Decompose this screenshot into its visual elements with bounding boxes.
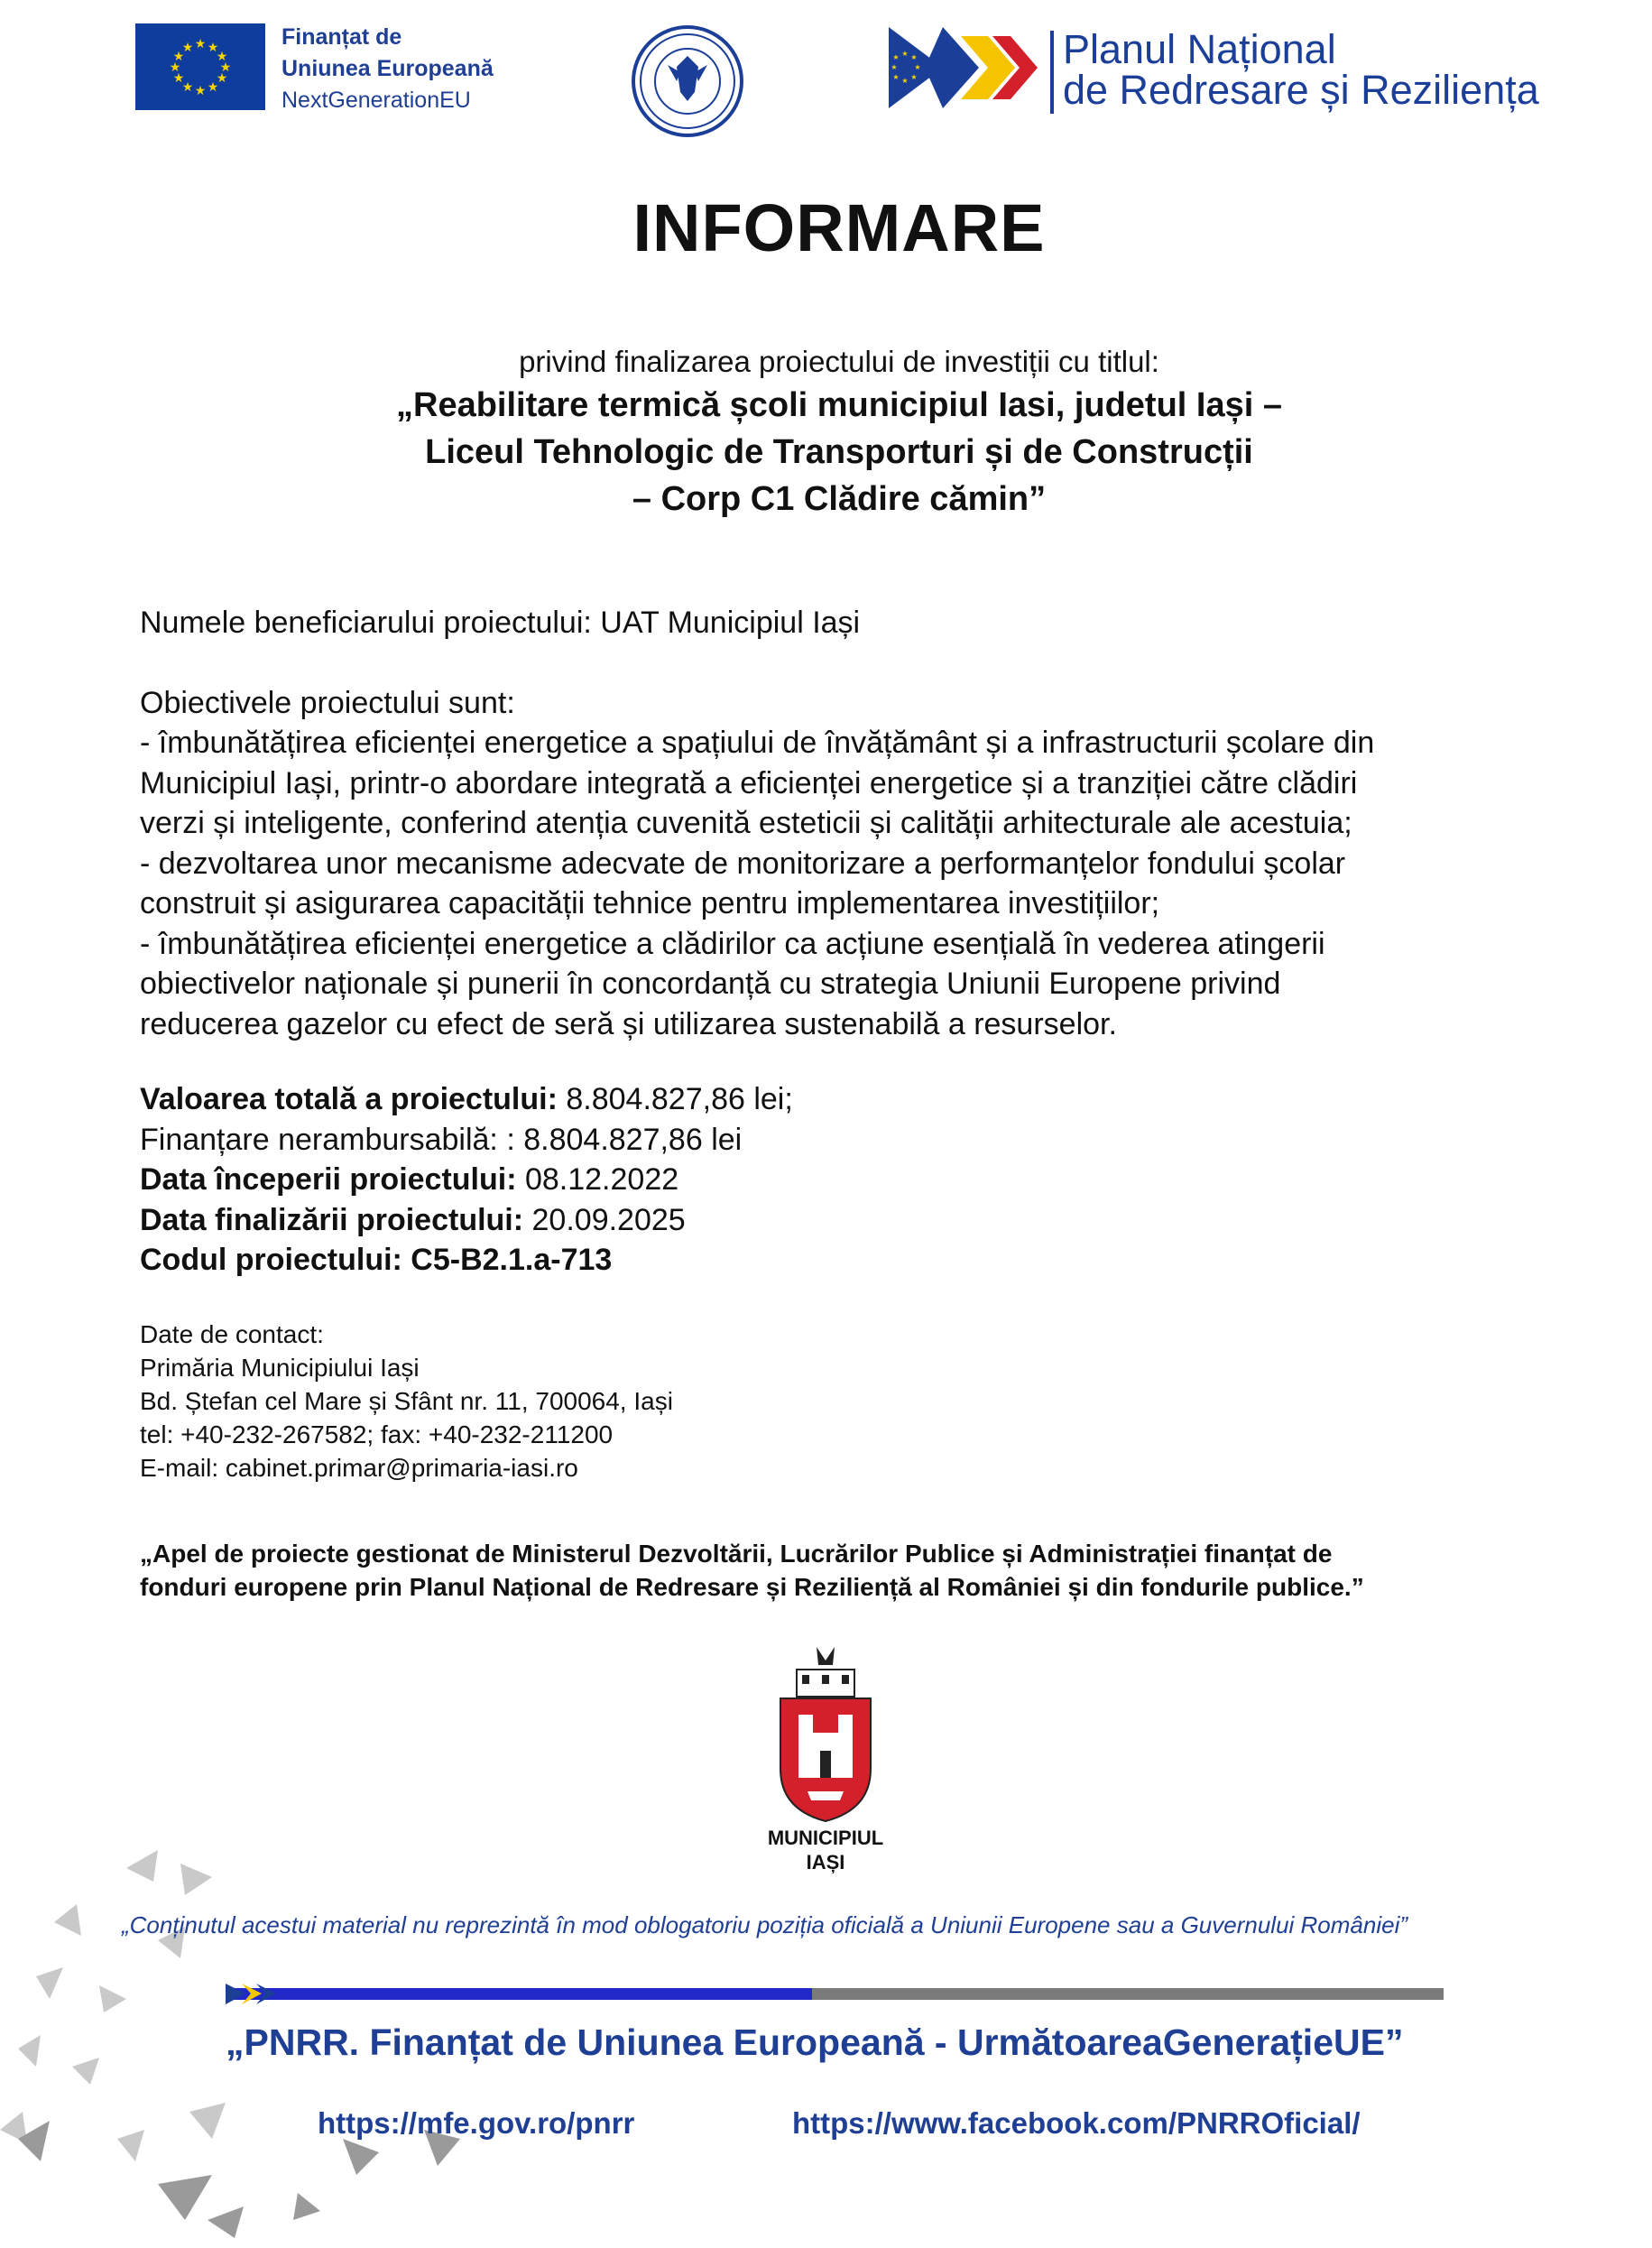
eu-line3: NextGenerationEU	[281, 88, 471, 113]
iasi-coat-of-arms-icon	[771, 1642, 880, 1823]
footer-arrow-icon	[226, 1984, 280, 2004]
svg-text:★: ★	[910, 53, 918, 61]
svg-text:★: ★	[901, 77, 909, 85]
objective-line: verzi și inteligente, conferind atenția cuvenită esteticii și calității arhitecturale ale acestuia;	[140, 806, 1352, 840]
contact-address: Bd. Ștefan cel Mare și Sfânt nr. 11, 700064, Iași	[140, 1387, 673, 1415]
contact-email: E-mail: cabinet.primar@primaria-iasi.ro	[140, 1454, 578, 1482]
pnrr-slogan: „PNRR. Finanțat de Uniunea Europeană - UrmătoareaGenerațieUE”	[226, 2021, 1404, 2063]
pnrr-divider	[1050, 31, 1054, 114]
project-code-row	[140, 1240, 793, 1281]
eu-flag-icon	[135, 23, 265, 110]
eu-line1: Finanțat de	[281, 24, 402, 50]
facebook-pnrr-link[interactable]: https://www.facebook.com/PNRROficial/	[792, 2106, 1361, 2140]
coat-label-line2: IAȘI	[806, 1851, 845, 1873]
svg-text:★: ★	[194, 84, 207, 98]
project-details	[140, 603, 1547, 1044]
svg-text:★: ★	[216, 71, 228, 86]
pnrr-line2: de Redresare și Reziliența	[1063, 67, 1539, 113]
pnrr-flag-logo-icon	[889, 27, 1038, 108]
svg-text:★: ★	[181, 41, 194, 55]
contact-org: Primăria Municipiului Iași	[140, 1354, 420, 1382]
disclaimer-text: „Conținutul acestui material nu reprezintă în mod oblogatoriu poziția oficială a Uniunii Europene sau a Guvernului României”	[122, 1911, 1408, 1938]
project-title-line3: – Corp C1 Clădire cămin”	[632, 480, 1047, 518]
objective-line: - dezvoltarea unor mecanisme adecvate de monitorizare a performanțelor fondului școlar	[140, 846, 1346, 881]
apel-line2: fonduri europene prin Planul Național de Redresare și Reziliență al României și din fondurile publice.”	[140, 1573, 1364, 1601]
end-date-row	[140, 1200, 793, 1241]
svg-text:★: ★	[216, 50, 228, 64]
mfe-pnrr-link[interactable]: https://mfe.gov.ro/pnrr	[318, 2106, 635, 2140]
objective-line: - îmbunătățirea eficienței energetice a clădirilor ca acțiune esențială în vederea atingerii	[140, 926, 1325, 961]
svg-text:★: ★	[892, 73, 900, 81]
start-date: 08.12.2022	[516, 1162, 679, 1197]
objective-line: - îmbunătățirea eficienței energetice a spațiului de învățământ și a infrastructurii școlare din	[140, 726, 1375, 760]
svg-text:★: ★	[172, 50, 185, 64]
pnrr-title	[1063, 26, 1539, 113]
end-date-label: Data finalizării proiectului:	[140, 1202, 524, 1237]
objectives-heading: Obiectivele proiectului sunt:	[140, 685, 515, 720]
contact-phone: tel: +40-232-267582; fax: +40-232-211200	[140, 1420, 614, 1448]
svg-text:★: ★	[169, 60, 181, 75]
funding-call-note	[140, 1537, 1547, 1604]
total-value-label: Valoarea totală a proiectului:	[140, 1082, 558, 1116]
svg-text:★: ★	[219, 60, 232, 75]
eu-funding-text	[281, 22, 494, 116]
coat-of-arms-label	[722, 1826, 929, 1874]
svg-text:★: ★	[892, 53, 900, 61]
pnrr-line1: Planul Național	[1063, 26, 1336, 72]
grant-row	[140, 1120, 793, 1161]
objective-line: obiectivelor naționale și punerii în concordanță cu strategia Uniunii Europene privind	[140, 967, 1281, 1001]
project-values	[140, 1079, 793, 1281]
guvernul-romaniei-seal-icon	[632, 25, 743, 137]
project-title-line2: Liceul Tehnologic de Transporturi și de Construcții	[425, 433, 1253, 471]
svg-text:★: ★	[891, 63, 898, 71]
objective-line: reducerea gazelor cu efect de seră și utilizarea sustenabilă a resurselor.	[140, 1006, 1117, 1041]
svg-text:★: ★	[207, 41, 219, 55]
page-title: INFORMARE	[632, 190, 1046, 265]
svg-text:★: ★	[901, 50, 909, 58]
contact-block	[140, 1318, 673, 1485]
apel-line1: „Apel de proiecte gestionat de Ministerul Dezvoltării, Lucrărilor Publice și Administrației finanțat de	[140, 1540, 1333, 1568]
svg-text:★: ★	[172, 71, 185, 86]
end-date: 20.09.2025	[523, 1202, 686, 1237]
eu-line2: Uniunea Europeană	[281, 56, 494, 81]
project-code: C5-B2.1.a-713	[401, 1243, 613, 1277]
footer-bar-gray	[812, 1988, 1444, 2000]
start-date-label: Data începerii proiectului:	[140, 1162, 517, 1197]
svg-text:★: ★	[914, 63, 921, 71]
objective-line: construit și asigurarea capacității tehnice pentru implementarea investițiilor;	[140, 886, 1160, 920]
total-value-row	[140, 1079, 793, 1120]
project-title-line1: „Reabilitare termică școli municipiul Iasi, judetul Iași –	[396, 386, 1282, 424]
project-code-label: Codul proiectului:	[140, 1243, 402, 1277]
svg-text:★: ★	[194, 37, 207, 51]
project-title	[0, 382, 1652, 523]
contact-heading: Date de contact:	[140, 1320, 324, 1348]
total-value: 8.804.827,86 lei;	[557, 1082, 793, 1116]
grant-value: : 8.804.827,86 lei	[497, 1122, 743, 1157]
footer-bar-blue	[226, 1988, 812, 2000]
svg-text:★: ★	[207, 80, 219, 95]
svg-text:★: ★	[910, 73, 918, 81]
start-date-row	[140, 1160, 793, 1200]
coat-label-line1: MUNICIPIUL	[767, 1827, 884, 1849]
beneficiary: Numele beneficiarului proiectului: UAT Municipiul Iași	[140, 606, 861, 640]
grant-label: Finanțare nerambursabilă:	[140, 1122, 498, 1157]
objective-line: Municipiul Iași, printr-o abordare integrată a eficienței energetice și a tranziției către clădiri	[140, 765, 1358, 800]
svg-text:★: ★	[181, 80, 194, 95]
intro-text: privind finalizarea proiectului de investiții cu titlul:	[519, 345, 1159, 378]
